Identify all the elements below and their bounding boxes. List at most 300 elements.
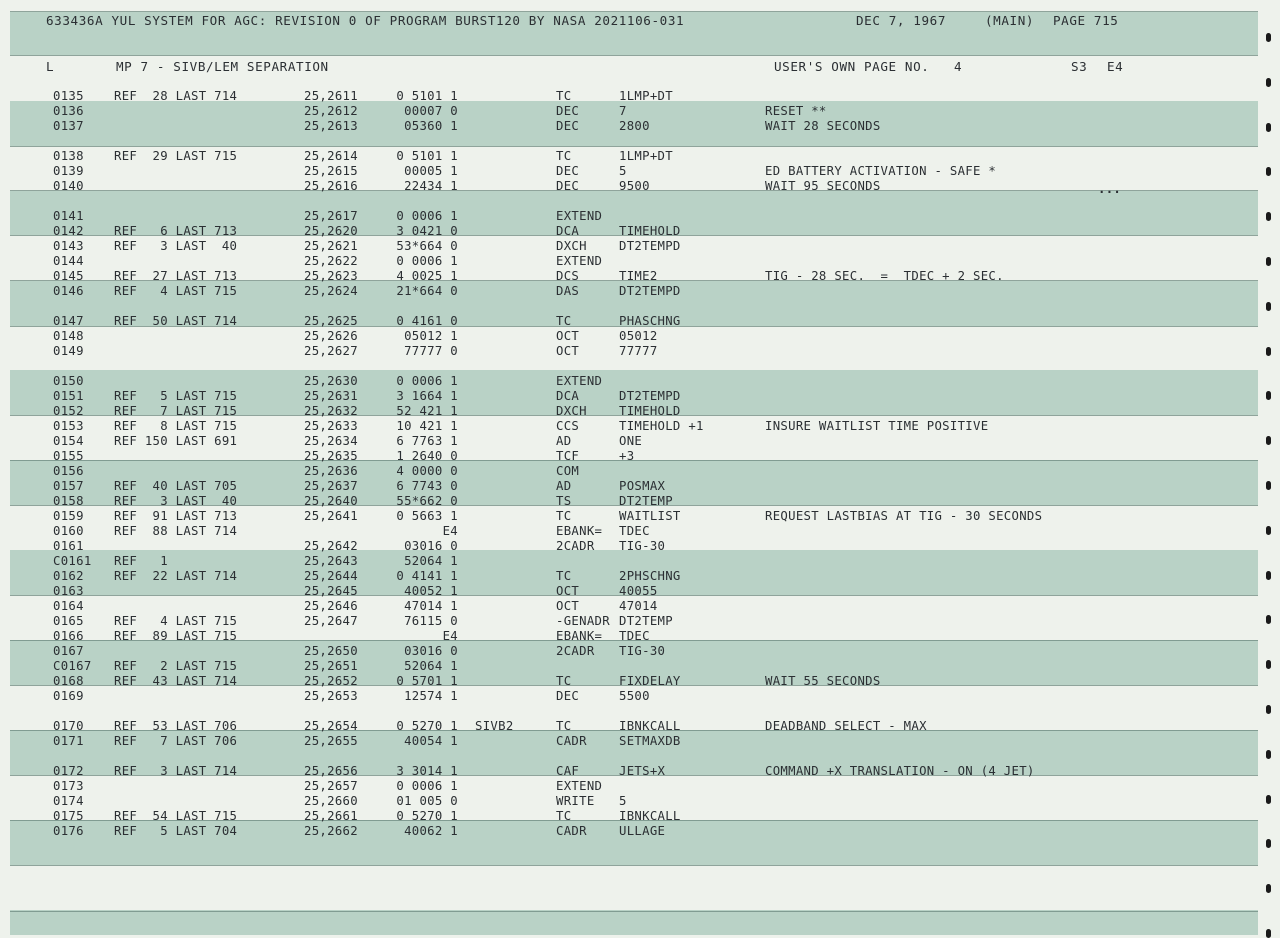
operand: TIG-30 xyxy=(619,539,666,553)
opcode: TC xyxy=(556,719,572,733)
operand: DT2TEMPD xyxy=(619,389,681,403)
address: 25,2613 xyxy=(304,119,358,133)
operand: PHASCHNG xyxy=(619,314,681,328)
opcode: DCS xyxy=(556,269,580,283)
sprocket-hole xyxy=(1266,391,1271,400)
opcode: AD xyxy=(556,434,572,448)
address: 25,2657 xyxy=(304,779,358,793)
octal-word: 22434 1 xyxy=(404,179,458,193)
line-number: 0166 xyxy=(53,629,84,643)
opcode: DXCH xyxy=(556,404,587,418)
operand: 2PHSCHNG xyxy=(619,569,681,583)
listing-row xyxy=(10,734,1258,749)
line-number: 0135 xyxy=(53,89,84,103)
address: 25,2631 xyxy=(304,389,358,403)
print-date: DEC 7, 1967 xyxy=(856,13,947,28)
opcode: DCA xyxy=(556,389,580,403)
line-number: 0165 xyxy=(53,614,84,628)
opcode: 2CADR xyxy=(556,644,595,658)
operand: +3 xyxy=(619,449,635,463)
octal-word: 0 5663 1 xyxy=(396,509,458,523)
octal-word: 40062 1 xyxy=(404,824,458,838)
listing-row xyxy=(10,404,1258,419)
listing-row xyxy=(10,254,1258,269)
listing-row xyxy=(10,809,1258,824)
opcode: DAS xyxy=(556,284,580,298)
octal-word: 12574 1 xyxy=(404,689,458,703)
operand: 9500 xyxy=(619,179,650,193)
address: 25,2646 xyxy=(304,599,358,613)
ref-field: REF 22 LAST 714 xyxy=(114,569,238,583)
operand: DT2TEMPD xyxy=(619,284,681,298)
ref-field: REF 43 LAST 714 xyxy=(114,674,238,688)
line-number: 0149 xyxy=(53,344,84,358)
address: 25,2651 xyxy=(304,659,358,673)
octal-word: 00007 0 xyxy=(404,104,458,118)
operand: 5500 xyxy=(619,689,650,703)
line-number: 0158 xyxy=(53,494,84,508)
operand: JETS+X xyxy=(619,764,666,778)
octal-word: 4 0025 1 xyxy=(396,269,458,283)
sprocket-hole xyxy=(1266,347,1271,356)
line-number: 0157 xyxy=(53,479,84,493)
opcode: CCS xyxy=(556,419,580,433)
address: 25,2621 xyxy=(304,239,358,253)
operand: FIXDELAY xyxy=(619,674,681,688)
octal-word: 0 0006 1 xyxy=(396,254,458,268)
address: 25,2637 xyxy=(304,479,358,493)
listing-row xyxy=(10,794,1258,809)
listing-row xyxy=(10,554,1258,569)
line-number: 0164 xyxy=(53,599,84,613)
address: 25,2656 xyxy=(304,764,358,778)
opcode: TC xyxy=(556,674,572,688)
opcode: AD xyxy=(556,479,572,493)
opcode: TC xyxy=(556,509,572,523)
address: 25,2653 xyxy=(304,689,358,703)
octal-word: 0 5101 1 xyxy=(396,89,458,103)
octal-word: E4 xyxy=(442,524,458,538)
operand: 1LMP+DT xyxy=(619,89,673,103)
ref-field: REF 5 LAST 704 xyxy=(114,824,238,838)
line-number: 0168 xyxy=(53,674,84,688)
comment: WAIT 28 SECONDS xyxy=(765,119,881,133)
operand: POSMAX xyxy=(619,479,666,493)
octal-word: 3 1664 1 xyxy=(396,389,458,403)
comment: WAIT 95 SECONDS xyxy=(765,179,881,193)
opcode: TS xyxy=(556,494,572,508)
opcode: DEC xyxy=(556,104,580,118)
opcode: EXTEND xyxy=(556,779,603,793)
address: 25,2612 xyxy=(304,104,358,118)
opcode: TC xyxy=(556,314,572,328)
ref-field: REF 4 LAST 715 xyxy=(114,614,238,628)
listing-row xyxy=(10,779,1258,794)
operand: TIMEHOLD xyxy=(619,404,681,418)
address: 25,2655 xyxy=(304,734,358,748)
octal-word: 0 0006 1 xyxy=(396,374,458,388)
comment: RESET ** xyxy=(765,104,827,118)
address: 25,2634 xyxy=(304,434,358,448)
operand: TIMEHOLD xyxy=(619,224,681,238)
ref-field: REF 150 LAST 691 xyxy=(114,434,238,448)
address: 25,2632 xyxy=(304,404,358,418)
listing-row xyxy=(10,164,1258,179)
opcode: DEC xyxy=(556,689,580,703)
l-label: L xyxy=(46,59,55,74)
comment: REQUEST LASTBIAS AT TIG - 30 SECONDS xyxy=(765,509,1043,523)
listing-row xyxy=(10,539,1258,554)
sprocket-hole xyxy=(1266,705,1271,714)
line-number: 0145 xyxy=(53,269,84,283)
operand: TIG-30 xyxy=(619,644,666,658)
line-number: 0146 xyxy=(53,284,84,298)
comment: INSURE WAITLIST TIME POSITIVE xyxy=(765,419,989,433)
listing-row xyxy=(10,449,1258,464)
listing-row xyxy=(10,764,1258,779)
line-number: 0141 xyxy=(53,209,84,223)
opcode: TC xyxy=(556,809,572,823)
operand: 7 xyxy=(619,104,627,118)
symbol-label: SIVB2 xyxy=(475,719,514,733)
opcode: CADR xyxy=(556,734,587,748)
sprocket-hole xyxy=(1266,615,1271,624)
opcode: -GENADR xyxy=(556,614,610,628)
address: 25,2625 xyxy=(304,314,358,328)
address: 25,2624 xyxy=(304,284,358,298)
listing-row xyxy=(10,284,1258,299)
listing-row xyxy=(10,674,1258,689)
octal-word: 52064 1 xyxy=(404,659,458,673)
line-number: 0174 xyxy=(53,794,84,808)
listing-row xyxy=(10,209,1258,224)
ref-field: REF 28 LAST 714 xyxy=(114,89,238,103)
sprocket-hole xyxy=(1266,526,1271,535)
opcode: OCT xyxy=(556,599,580,613)
line-number: 0156 xyxy=(53,464,84,478)
operand: TDEC xyxy=(619,524,650,538)
listing-row xyxy=(10,644,1258,659)
listing-row xyxy=(10,689,1258,704)
opcode: EBANK= xyxy=(556,629,603,643)
address: 25,2643 xyxy=(304,554,358,568)
listing-row xyxy=(10,629,1258,644)
octal-word: 0 5101 1 xyxy=(396,149,458,163)
opcode: OCT xyxy=(556,329,580,343)
address: 25,2615 xyxy=(304,164,358,178)
address: 25,2622 xyxy=(304,254,358,268)
octal-word: 0 4161 0 xyxy=(396,314,458,328)
line-number: 0144 xyxy=(53,254,84,268)
listing-row xyxy=(10,104,1258,119)
line-number: 0171 xyxy=(53,734,84,748)
octal-word: 0 5270 1 xyxy=(396,809,458,823)
opcode: OCT xyxy=(556,344,580,358)
octal-word: 3 3014 1 xyxy=(396,764,458,778)
octal-word: 01 005 0 xyxy=(396,794,458,808)
sprocket-hole xyxy=(1266,884,1271,893)
line-number: 0167 xyxy=(53,644,84,658)
operand: TIMEHOLD +1 xyxy=(619,419,704,433)
line-number: 0140 xyxy=(53,179,84,193)
operand: SETMAXDB xyxy=(619,734,681,748)
octal-word: 0 5701 1 xyxy=(396,674,458,688)
sprocket-hole xyxy=(1266,302,1271,311)
line-number: 0159 xyxy=(53,509,84,523)
opcode: TC xyxy=(556,569,572,583)
line-number: C0161 xyxy=(53,554,92,568)
e4-label: E4 xyxy=(1107,59,1124,74)
ref-field: REF 2 LAST 715 xyxy=(114,659,238,673)
listing-row xyxy=(10,509,1258,524)
line-number: 0173 xyxy=(53,779,84,793)
line-number: 0138 xyxy=(53,149,84,163)
octal-word: 0 0006 1 xyxy=(396,209,458,223)
listing-row xyxy=(10,524,1258,539)
opcode: EBANK= xyxy=(556,524,603,538)
users-page-number: USER'S OWN PAGE NO. 4 xyxy=(774,59,963,74)
octal-word: 47014 1 xyxy=(404,599,458,613)
ref-field: REF 3 LAST 40 xyxy=(114,239,238,253)
address: 25,2626 xyxy=(304,329,358,343)
opcode: EXTEND xyxy=(556,254,603,268)
address: 25,2633 xyxy=(304,419,358,433)
comment: ED BATTERY ACTIVATION - SAFE * xyxy=(765,164,997,178)
comment: TIG - 28 SEC. = TDEC + 2 SEC. xyxy=(765,269,1004,283)
octal-word: 76115 0 xyxy=(404,614,458,628)
sprocket-hole xyxy=(1266,750,1271,759)
listing-row xyxy=(10,389,1258,404)
line-number: 0175 xyxy=(53,809,84,823)
opcode: DXCH xyxy=(556,239,587,253)
opcode: 2CADR xyxy=(556,539,595,553)
opcode: CADR xyxy=(556,824,587,838)
ref-field: REF 40 LAST 705 xyxy=(114,479,238,493)
octal-word: 40052 1 xyxy=(404,584,458,598)
opcode: DEC xyxy=(556,179,580,193)
line-number: 0176 xyxy=(53,824,84,838)
line-number: 0147 xyxy=(53,314,84,328)
address: 25,2614 xyxy=(304,149,358,163)
ref-field: REF 54 LAST 715 xyxy=(114,809,238,823)
opcode: EXTEND xyxy=(556,209,603,223)
line-number: 0139 xyxy=(53,164,84,178)
listing-row xyxy=(10,584,1258,599)
operand: ULLAGE xyxy=(619,824,666,838)
address: 25,2645 xyxy=(304,584,358,598)
octal-word: E4 xyxy=(442,629,458,643)
line-number: 0151 xyxy=(53,389,84,403)
listing-row xyxy=(10,434,1258,449)
listing-row xyxy=(10,614,1258,629)
ref-field: REF 1 xyxy=(114,554,168,568)
opcode: COM xyxy=(556,464,580,478)
listing-row xyxy=(10,119,1258,134)
octal-word: 00005 1 xyxy=(404,164,458,178)
ref-field: REF 89 LAST 715 xyxy=(114,629,238,643)
octal-word: 21*664 0 xyxy=(396,284,458,298)
paper-band xyxy=(10,910,1258,935)
operand: 5 xyxy=(619,164,627,178)
address: 25,2623 xyxy=(304,269,358,283)
address: 25,2640 xyxy=(304,494,358,508)
line-number: 0154 xyxy=(53,434,84,448)
address: 25,2642 xyxy=(304,539,358,553)
sprocket-hole xyxy=(1266,660,1271,669)
address: 25,2627 xyxy=(304,344,358,358)
sprocket-hole xyxy=(1266,78,1271,87)
operand: TDEC xyxy=(619,629,650,643)
address: 25,2641 xyxy=(304,509,358,523)
octal-word: 03016 0 xyxy=(404,539,458,553)
ref-field: REF 3 LAST 40 xyxy=(114,494,238,508)
sprocket-hole xyxy=(1266,481,1271,490)
sprocket-hole xyxy=(1266,571,1271,580)
opcode: TC xyxy=(556,149,572,163)
line-number: 0148 xyxy=(53,329,84,343)
sprocket-hole xyxy=(1266,929,1271,938)
opcode: WRITE xyxy=(556,794,595,808)
line-number: 0137 xyxy=(53,119,84,133)
listing-row xyxy=(10,479,1258,494)
margin-dots: ... xyxy=(1098,182,1122,196)
page-number: PAGE 715 xyxy=(1053,13,1119,28)
address: 25,2644 xyxy=(304,569,358,583)
ref-field: REF 6 LAST 713 xyxy=(114,224,238,238)
ref-field: REF 29 LAST 715 xyxy=(114,149,238,163)
listing-row xyxy=(10,824,1258,839)
listing-row xyxy=(10,329,1258,344)
address: 25,2616 xyxy=(304,179,358,193)
address: 25,2630 xyxy=(304,374,358,388)
octal-word: 4 0000 0 xyxy=(396,464,458,478)
rule-line xyxy=(10,865,1258,866)
address: 25,2662 xyxy=(304,824,358,838)
operand: 1LMP+DT xyxy=(619,149,673,163)
opcode: CAF xyxy=(556,764,580,778)
listing-row xyxy=(10,224,1258,239)
sprocket-hole xyxy=(1266,123,1271,132)
listing-row xyxy=(10,374,1258,389)
line-number: 0142 xyxy=(53,224,84,238)
octal-word: 6 7763 1 xyxy=(396,434,458,448)
section-title: MP 7 - SIVB/LEM SEPARATION xyxy=(116,59,329,74)
main-label: (MAIN) xyxy=(985,13,1035,28)
rule-line xyxy=(10,11,1258,12)
ref-field: REF 5 LAST 715 xyxy=(114,389,238,403)
operand: 05012 xyxy=(619,329,658,343)
octal-word: 1 2640 0 xyxy=(396,449,458,463)
listing-row xyxy=(10,149,1258,164)
operand: 47014 xyxy=(619,599,658,613)
sprocket-hole xyxy=(1266,167,1271,176)
operand: 77777 xyxy=(619,344,658,358)
line-number: 0160 xyxy=(53,524,84,538)
opcode: DEC xyxy=(556,119,580,133)
line-number: 0153 xyxy=(53,419,84,433)
sprocket-hole xyxy=(1266,212,1271,221)
address: 25,2617 xyxy=(304,209,358,223)
line-number: 0155 xyxy=(53,449,84,463)
operand: 40055 xyxy=(619,584,658,598)
line-number: 0152 xyxy=(53,404,84,418)
opcode: OCT xyxy=(556,584,580,598)
comment: DEADBAND SELECT - MAX xyxy=(765,719,927,733)
comment: WAIT 55 SECONDS xyxy=(765,674,881,688)
octal-word: 40054 1 xyxy=(404,734,458,748)
address: 25,2652 xyxy=(304,674,358,688)
line-number: 0172 xyxy=(53,764,84,778)
printout-page xyxy=(10,0,1258,935)
line-number: 0169 xyxy=(53,689,84,703)
operand: IBNKCALL xyxy=(619,809,681,823)
octal-word: 52064 1 xyxy=(404,554,458,568)
octal-word: 55*662 0 xyxy=(396,494,458,508)
listing-row xyxy=(10,314,1258,329)
ref-field: REF 7 LAST 715 xyxy=(114,404,238,418)
ref-field: REF 4 LAST 715 xyxy=(114,284,238,298)
s3-label: S3 xyxy=(1071,59,1088,74)
line-number: 0170 xyxy=(53,719,84,733)
operand: DT2TEMP xyxy=(619,494,673,508)
opcode: DCA xyxy=(556,224,580,238)
ref-field: REF 53 LAST 706 xyxy=(114,719,238,733)
listing-row xyxy=(10,464,1258,479)
address: 25,2661 xyxy=(304,809,358,823)
opcode: TC xyxy=(556,89,572,103)
address: 25,2660 xyxy=(304,794,358,808)
sprocket-hole xyxy=(1266,33,1271,42)
address: 25,2611 xyxy=(304,89,358,103)
ref-field: REF 88 LAST 714 xyxy=(114,524,238,538)
operand: DT2TEMP xyxy=(619,614,673,628)
sprocket-hole xyxy=(1266,795,1271,804)
octal-word: 03016 0 xyxy=(404,644,458,658)
rule-line xyxy=(10,55,1258,56)
rule-line xyxy=(10,911,1258,912)
opcode: DEC xyxy=(556,164,580,178)
listing-row xyxy=(10,179,1258,194)
line-number: 0150 xyxy=(53,374,84,388)
sprocket-hole xyxy=(1266,839,1271,848)
octal-word: 0 5270 1 xyxy=(396,719,458,733)
address: 25,2636 xyxy=(304,464,358,478)
ref-field: REF 50 LAST 714 xyxy=(114,314,238,328)
line-number: 0161 xyxy=(53,539,84,553)
ref-field: REF 3 LAST 714 xyxy=(114,764,238,778)
line-number: 0143 xyxy=(53,239,84,253)
opcode: TCF xyxy=(556,449,580,463)
address: 25,2620 xyxy=(304,224,358,238)
address: 25,2635 xyxy=(304,449,358,463)
line-number: C0167 xyxy=(53,659,92,673)
listing-row xyxy=(10,419,1258,434)
comment: COMMAND +X TRANSLATION - ON (4 JET) xyxy=(765,764,1035,778)
operand: DT2TEMPD xyxy=(619,239,681,253)
octal-word: 05360 1 xyxy=(404,119,458,133)
listing-row xyxy=(10,89,1258,104)
octal-word: 0 4141 1 xyxy=(396,569,458,583)
octal-word: 0 0006 1 xyxy=(396,779,458,793)
sprocket-hole xyxy=(1266,257,1271,266)
ref-field: REF 7 LAST 706 xyxy=(114,734,238,748)
listing-row xyxy=(10,659,1258,674)
octal-word: 10 421 1 xyxy=(396,419,458,433)
octal-word: 05012 1 xyxy=(404,329,458,343)
ref-field: REF 27 LAST 713 xyxy=(114,269,238,283)
operand: WAITLIST xyxy=(619,509,681,523)
address: 25,2654 xyxy=(304,719,358,733)
